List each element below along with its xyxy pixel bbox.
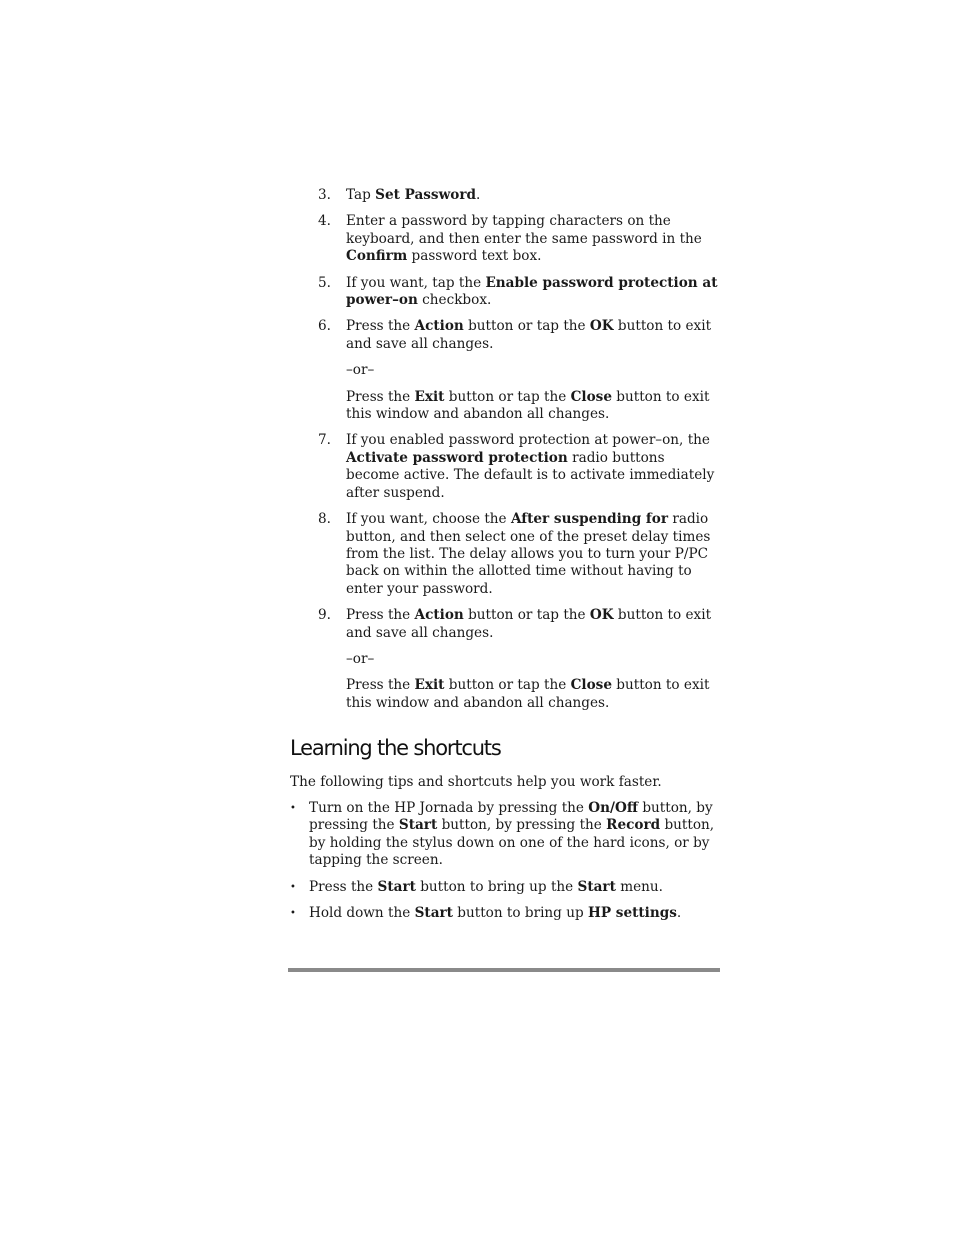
bold-term: Start — [577, 878, 616, 895]
text-run: button, by pressing the — [309, 800, 713, 834]
bold-term: Record — [606, 817, 661, 834]
shortcuts-list — [290, 800, 720, 931]
text-run: Press the — [346, 318, 415, 335]
bold-term: OK — [589, 607, 614, 624]
bold-term: Activate password protection — [346, 449, 568, 466]
text-run: Press the — [346, 607, 415, 624]
text-run: Hold down the — [309, 905, 415, 922]
footer-rule — [288, 968, 720, 972]
step-paragraph — [346, 362, 718, 379]
bold-term: Action — [414, 318, 464, 335]
text-run: button or tap the — [444, 388, 571, 405]
text-run: button or tap the — [463, 318, 590, 335]
step-number: 7. — [318, 432, 331, 449]
step-number: 4. — [318, 213, 331, 230]
section-heading: Learning the shortcuts — [290, 736, 501, 760]
bold-term: Start — [414, 905, 453, 922]
text-run: –or– — [346, 650, 375, 667]
step-paragraph — [346, 213, 718, 265]
shortcut-item — [290, 800, 720, 870]
step-paragraph — [346, 389, 718, 424]
text-run: button to bring up the — [415, 878, 578, 895]
step-item — [318, 275, 718, 310]
text-run: Enter a password by tapping characters on the keyboard, and then enter the same password in the — [346, 213, 702, 247]
step-item — [318, 213, 718, 265]
bold-term: Exit — [414, 677, 445, 694]
text-run: button, by holding the stylus down on one of the hard icons, or by tapping the screen. — [309, 817, 715, 869]
bold-term: Start — [398, 817, 438, 834]
step-paragraph — [346, 511, 718, 598]
text-run: –or– — [346, 362, 375, 379]
step-paragraph — [346, 432, 718, 502]
bold-term: After suspending for — [510, 511, 669, 528]
step-number: 3. — [318, 187, 331, 203]
text-run: . — [676, 905, 682, 922]
text-run: Press the — [346, 388, 415, 405]
step-number: 6. — [318, 318, 331, 335]
step-number: 8. — [318, 511, 331, 528]
step-item — [318, 318, 718, 423]
text-run: button, by pressing the — [437, 817, 607, 834]
text-run: radio buttons become active. The default is to activate immediately after suspend. — [346, 449, 715, 501]
bold-term: Set Password — [375, 187, 477, 203]
text-run: Press the — [346, 677, 415, 694]
bold-term: OK — [589, 318, 614, 335]
text-run: radio button, and then select one of the preset delay times from the list. The delay allows you to turn your P/PC back on within the allotted time without having to enter your password. — [346, 511, 711, 597]
bold-term: Confirm — [346, 248, 408, 265]
text-run: If you want, choose the — [346, 511, 511, 528]
step-item — [318, 511, 718, 598]
password-steps-list — [318, 187, 718, 721]
bold-term: Close — [570, 677, 612, 694]
text-run: checkbox. — [417, 292, 492, 309]
shortcut-item — [290, 905, 720, 922]
text-run: button or tap the — [444, 677, 571, 694]
step-paragraph — [346, 318, 718, 353]
section-intro: The following tips and shortcuts help you work faster. — [290, 774, 662, 790]
shortcut-item — [290, 879, 720, 896]
text-run: If you enabled password protection at power–on, the — [346, 432, 710, 449]
bold-term: HP settings — [588, 905, 677, 922]
text-run: If you want, tap the — [346, 274, 486, 291]
bold-term: Start — [377, 878, 416, 895]
bold-term: Close — [570, 388, 612, 405]
bold-term: Enable password protection at power–on — [346, 274, 718, 309]
bullet-icon: • — [290, 803, 296, 814]
text-run: button to exit this window and abandon all changes. — [346, 388, 710, 423]
bullet-icon: • — [290, 908, 296, 920]
text-run: button to bring up — [452, 905, 588, 922]
step-item — [318, 187, 718, 204]
text-run: menu. — [615, 878, 663, 895]
step-number: 9. — [318, 607, 331, 624]
step-paragraph — [346, 275, 718, 310]
step-paragraph — [346, 607, 718, 642]
step-paragraph — [346, 651, 718, 668]
bold-term: Exit — [414, 388, 445, 405]
bold-term: On/Off — [588, 800, 638, 816]
bold-term: Action — [414, 607, 464, 624]
text-run: button to exit and save all changes. — [346, 607, 712, 641]
text-run: Turn on the HP Jornada by pressing the — [309, 800, 589, 816]
text-run: Tap — [346, 187, 376, 203]
step-item — [318, 607, 718, 712]
text-run: . — [476, 187, 481, 203]
text-run: Press the — [309, 878, 378, 895]
text-run: button to exit this window and abandon all changes. — [346, 677, 710, 711]
bullet-icon: • — [290, 881, 296, 893]
step-paragraph — [346, 187, 718, 204]
text-run: button or tap the — [463, 607, 590, 624]
step-number: 5. — [318, 274, 331, 291]
text-run: password text box. — [407, 248, 542, 265]
step-paragraph — [346, 677, 718, 712]
text-run: button to exit and save all changes. — [346, 318, 712, 352]
step-item — [318, 432, 718, 502]
